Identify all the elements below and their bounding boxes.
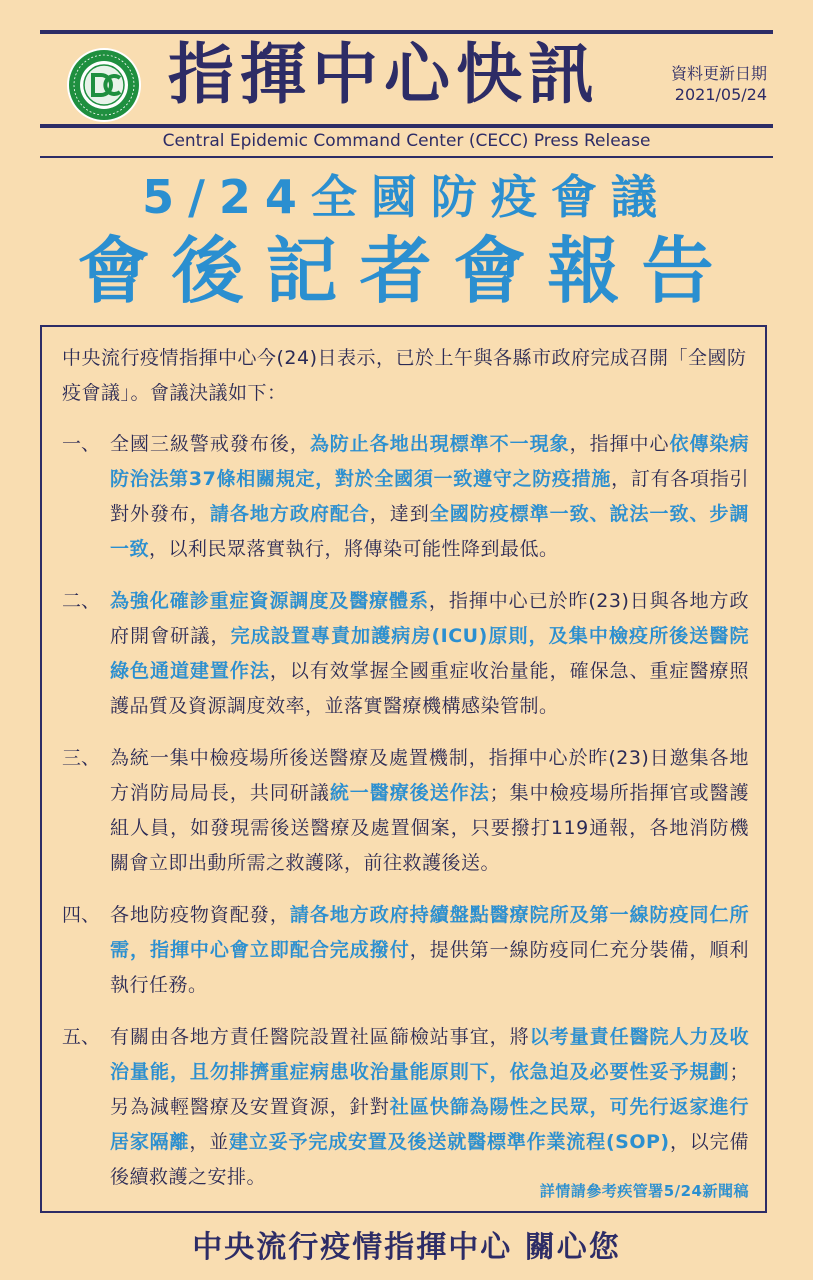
item-segment-highlight: 為防止各地出現標準不一現象 <box>309 433 570 455</box>
headline-line2: 會後記者會報告 <box>77 229 736 313</box>
item-text <box>110 741 749 881</box>
item-text <box>110 1020 749 1195</box>
item-number: 二、 <box>62 590 101 612</box>
item-number: 一、 <box>62 433 101 455</box>
item-segment: 各地防疫物資配發， <box>110 904 290 926</box>
item-segment: ，指揮中心 <box>569 433 670 455</box>
update-date-value: 2021/05/24 <box>674 84 767 104</box>
page-title: 指揮中心快訊 <box>168 36 600 113</box>
item-segment-highlight: 社區快篩為陽性之民眾，可先行返家進行居家隔離 <box>110 1096 749 1153</box>
item-segment: ，指揮中心已於昨(23)日與各地方政府開會研議， <box>110 590 749 647</box>
item-segment: ，以有效掌握全國重症收治量能，確保急、重症醫療照護品質及資源調度效率，並落實醫療機構感染管制。 <box>110 660 749 717</box>
update-date <box>671 64 767 106</box>
item-segment: ，訂有各項指引對外發布， <box>110 468 749 525</box>
item-text <box>110 427 749 567</box>
item-segment: ，以利民眾落實執行，將傳染可能性降到最低。 <box>149 538 559 560</box>
item-segment-highlight: 以考量責任醫院人力及收治量能，且勿排擠重症病患收治量能原則下，依急迫及必要性妥予規劃 <box>110 1026 749 1083</box>
list-item <box>62 741 749 881</box>
item-segment: 為統一集中檢疫場所後送醫療及處置機制，指揮中心於昨(23)日邀集各地方消防局局長，共同研議 <box>110 747 749 804</box>
item-segment: ，達到 <box>369 503 430 525</box>
cdc-logo <box>66 47 142 123</box>
item-segment-highlight: 建立妥予完成安置及後送就醫標準作業流程(SOP) <box>229 1131 670 1153</box>
headline-line1: 5/24全國防疫會議 <box>142 170 671 224</box>
subtitle-rule <box>40 156 773 158</box>
item-segment: 有關由各地方責任醫院設置社區篩檢站事宜，將 <box>110 1026 530 1048</box>
item-segment: 全國三級警戒發布後， <box>110 433 310 455</box>
item-number: 三、 <box>62 747 101 769</box>
list-item <box>62 427 749 567</box>
item-segment: ，提供第一線防疫同仁充分裝備，順利執行任務。 <box>110 939 749 996</box>
item-segment: ；另為減輕醫療及安置資源，針對 <box>110 1061 749 1118</box>
subtitle: Central Epidemic Command Center (CECC) Press Release <box>162 131 651 151</box>
list-item <box>62 898 749 1003</box>
item-segment-highlight: 依傳染病防治法第37條相關規定，對於全國須一致遵守之防疫措施 <box>110 433 749 490</box>
item-segment: ，以完備後續救護之安排。 <box>110 1131 749 1188</box>
item-segment-highlight: 統一醫療後送作法 <box>329 782 490 804</box>
footer-slogan: 中央流行疫情指揮中心 關心您 <box>192 1230 621 1265</box>
item-segment: ；集中檢疫場所指揮官或醫護組人員，如發現需後送醫療及處置個案，只要撥打119通報，各地消防機關會立即出動所需之救護隊，前往救護後送。 <box>110 782 749 874</box>
update-date-label: 資料更新日期 <box>670 64 767 83</box>
list-item <box>62 1020 749 1195</box>
item-segment-highlight: 請各地方政府持續盤點醫療院所及第一線防疫同仁所需，指揮中心會立即配合完成撥付 <box>110 904 749 961</box>
item-segment-highlight: 完成設置專責加護病房(ICU)原則，及集中檢疫所後送醫院綠色通道建置作法 <box>110 625 749 682</box>
footnote-reference: 詳情請參考疾管署5/24新聞稿 <box>539 1182 749 1200</box>
item-text <box>110 584 749 724</box>
header-bottom-rule <box>40 124 773 128</box>
item-segment-highlight: 為強化確診重症資源調度及醫療體系 <box>110 590 429 612</box>
item-number: 五、 <box>62 1026 101 1048</box>
item-segment-highlight: 全國防疫標準一致、說法一致、步調一致 <box>110 503 749 560</box>
intro-text: 中央流行疫情指揮中心今(24)日表示，已於上午與各縣市政府完成召開「全國防疫會議」。會議決議如下： <box>62 347 747 404</box>
item-segment: ，並 <box>189 1131 230 1153</box>
list-item <box>62 584 749 724</box>
item-text <box>110 898 749 1003</box>
item-segment-highlight: 請各地方政府配合 <box>209 503 370 525</box>
item-number: 四、 <box>62 904 101 926</box>
content-box <box>40 325 767 1213</box>
